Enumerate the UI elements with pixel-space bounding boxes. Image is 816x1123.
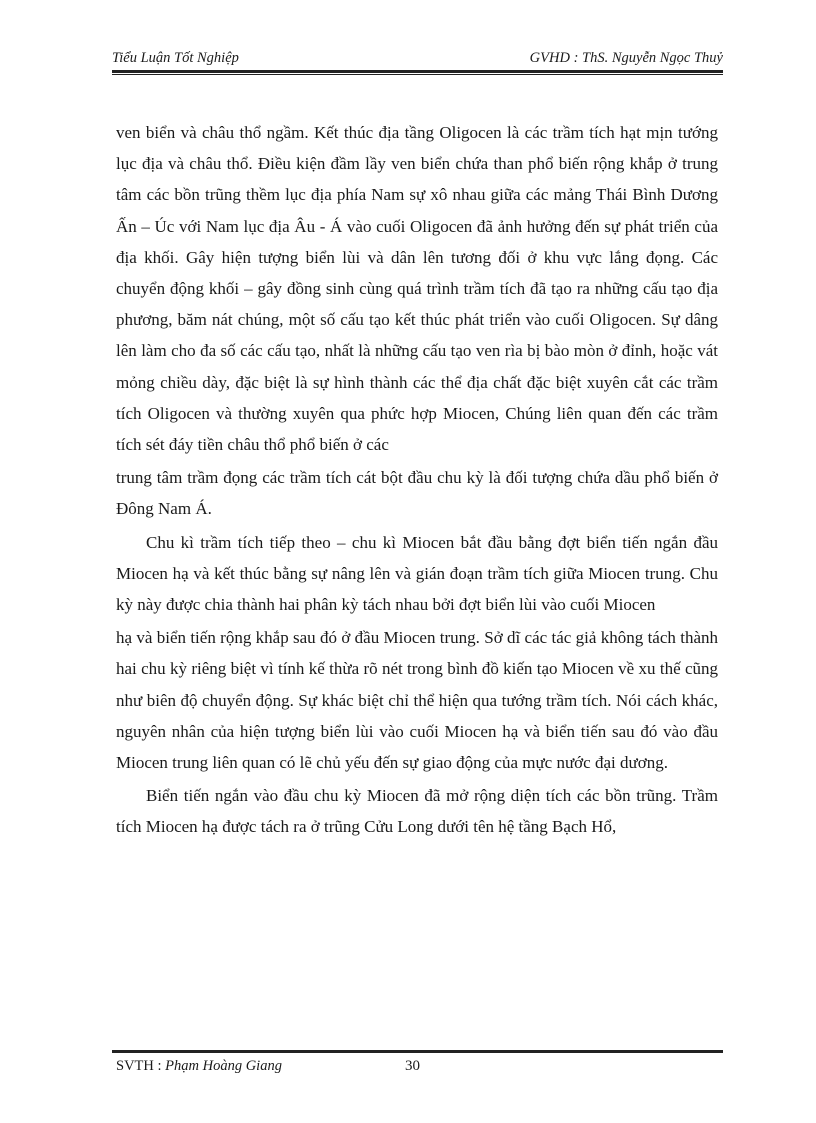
paragraph: Biển tiến ngắn vào đầu chu kỳ Miocen đã mở rộng diện tích các bồn trũng. Trầm tích Miocen hạ được tách ra ở trũng Cửu Long dưới tên hệ tầng Bạch Hổ, [116,786,718,837]
header-divider-thin [112,74,723,75]
header-divider [112,70,723,73]
page-number: 30 [405,1058,420,1074]
paragraph: Chu kì trầm tích tiếp theo – chu kì Miocen bắt đầu bằng đợt biển tiến ngắn đầu Miocen hạ và kết thúc bằng sự nâng lên và gián đoạn trầm tích giữa Miocen trung. Chu kỳ này được chia thành hai phân kỳ tách nhau bởi đợt biển lùi vào cuối Miocen [116,532,718,615]
page-footer [116,1058,727,1075]
header-advisor: GVHD : ThS. Nguyễn Ngọc Thuỷ [529,50,723,66]
paragraph: hạ và biển tiến rộng khắp sau đó ở đầu Miocen trung. Sở dĩ các tác giả không tách thành hai chu kỳ riêng biệt vì tính kế thừa rõ nét trong bình đồ kiến tạo Miocen về xu thế cũng như biên độ chuyển động. Sự khác biệt chỉ thể hiện qua tướng trầm tích. Nói cách khác, nguyên nhân của hiện tượng biển lùi vào cuối Miocen hạ và biển tiến sau đó vào đầu Miocen trung liên quan có lẽ chủ yếu đến sự giao động của mực nước đại dương. [116,628,718,773]
footer-student-label: SVTH : [116,1058,166,1074]
paragraph: trung tâm trầm đọng các trầm tích cát bột đầu chu kỳ là đối tượng chứa dầu phổ biến ở Đông Nam Á. [116,468,718,519]
footer-student-name: Phạm Hoàng Giang [165,1058,282,1074]
paragraph: ven biển và châu thổ ngầm. Kết thúc địa tầng Oligocen là các trầm tích hạt mịn tướng lục địa và châu thổ. Điều kiện đầm lầy ven biển chứa than phổ biến rộng khắp ở trung tâm các bồn trũng thềm lục địa phía Nam sự xô nhau giữa các mảng Thái Bình Dương Ấn – Úc với Nam lục địa Âu - Á vào cuối Oligocen đã ảnh hưởng đến sự phát triển của địa khối. Gây hiện tượng biển lùi và dân lên tương đối ở khu vực lắng đọng. Các chuyển động khối – gây đồng sinh cùng quá trình trầm tích đã tạo ra những cấu tạo địa phương, băm nát chúng, một số cấu tạo kết thúc phát triển vào cuối Oligocen. Sự dâng lên làm cho đa số các cấu tạo, nhất là những cấu tạo ven rìa bị bào mòn ở đỉnh, hoặc vát mỏng chiều dày, đặc biệt là sự hình thành các thể địa chất đặc biệt xuyên cắt các trầm tích Oligocen và thường xuyên qua phức hợp Miocen, Chúng liên quan đến các trầm tích sét đáy tiền châu thổ phổ biến ở các [116,123,718,455]
footer-divider [112,1050,723,1053]
page-body [116,117,718,843]
header-title: Tiểu Luận Tốt Nghiệp [112,50,239,66]
